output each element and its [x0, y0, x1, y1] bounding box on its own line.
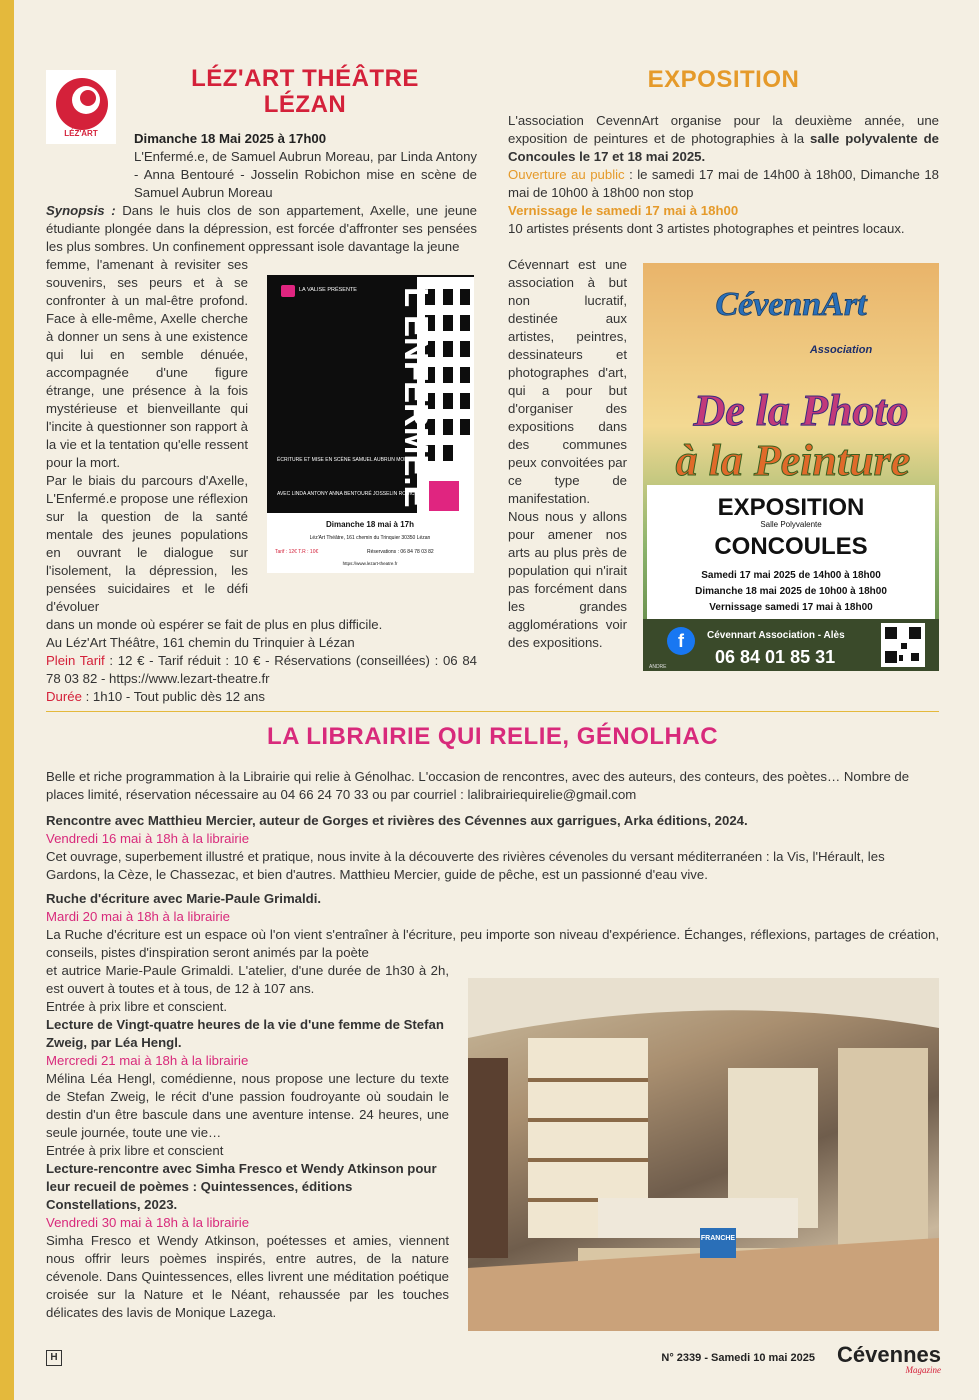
expo-vernissage: Vernissage le samedi 17 mai à 18h00: [508, 203, 739, 218]
section-divider: [46, 711, 939, 712]
expo-title: EXPOSITION: [647, 66, 800, 93]
event2-text-cont: et autrice Marie-Paule Grimaldi. L'atelier, d'une durée de 1h30 à 2h, est ouvert à toutes et à tous, de 12 à 107 ans.: [46, 963, 449, 996]
event1-title: Rencontre avec Matthieu Mercier, auteur de Gorges et rivières des Cévennes aux garrigues, Arka éditions, 2024.: [46, 813, 748, 828]
svg-text:De la Photo: De la Photo: [693, 386, 909, 435]
theatre-synopsis: Synopsis : Dans le huis clos de son appartement, Axelle, une jeune étudiante plongée dans la dépression, est forcée d'affronter ses pensées les plus sombres. Un confinement oppressant isole davantage la jeune: [46, 203, 477, 254]
event3-date: Mercredi 21 mai à 18h à la librairie: [46, 1053, 249, 1068]
poster-title: L'ENFERMÉ.E: [398, 287, 435, 508]
theatre-paragraph2-end: dans un monde où espérer se fait de plus en plus difficile.: [46, 617, 383, 632]
svg-text:EXPOSITION: EXPOSITION: [717, 494, 865, 521]
event3-text: Mélina Léa Hengl, comédienne, nous propose une lecture du texte de Stefan Zweig, le récit d'une passion foudroyante où soudain le destin d'un être bascule dans une aventure intense. 24 heures, une seule journée, toute une vie…: [46, 1071, 449, 1140]
theatre-synopsis-cont: femme, l'amenant à revisiter ses souvenirs, ses peurs et à se confronter à un mal-être profond. Face à elle-même, Axelle cherche à donner un sens à une existence qui lui en semble dénuée, accompagnée d'une figure étrange, une présence à la fois mystérieuse et bienveillante qui l'incite à questionner son rapport à la vie et la tentation qu'elle ressent pour la mort.: [46, 257, 248, 470]
event2-title: Ruche d'écriture avec Marie-Paule Grimaldi.: [46, 891, 322, 906]
librairie-title: LA LIBRAIRIE QUI RELIE, GÉNOLHAC: [266, 723, 719, 750]
event3-title: Lecture de Vingt-quatre heures de la vie d'une femme de Stefan Zweig, par Léa Hengl.: [46, 1017, 444, 1050]
section-marker: H: [46, 1350, 62, 1366]
svg-text:Dimanche 18 mai 2025 de 10h00: Dimanche 18 mai 2025 de 10h00 à 18h00: [695, 586, 887, 597]
svg-text:Association: Association: [809, 344, 873, 356]
svg-text:FRANCHE: FRANCHE: [700, 1235, 736, 1242]
theatre-paragraph2: Par le biais du parcours d'Axelle, L'Enfermé.e propose une réflexion sur la question de la santé mentale des jeunes populations en ouvrant le dialogue sur l'isolement, la dépression, les pensées suicidaires et le défi d'évoluer: [46, 473, 248, 614]
librairie-intro: Belle et riche programmation à la Librairie qui relie à Génolhac. L'occasion de rencontres, avec des auteurs, des conteurs, des poètes… Nombre de places limité, réservation nécessaire au 04 66 24 70 33 ou par courriel : lalibrairiequirelie@gmail.com: [46, 769, 910, 802]
svg-text:AVEC LINDA ANTONY ANNA BENTOUR: AVEC LINDA ANTONY ANNA BENTOURÉ JOSSELIN ROBICHON: [277, 491, 426, 497]
expo-opening: Ouverture au public : le samedi 17 mai de 14h00 à 18h00, Dimanche 18 mai de 10h00 à 18h00 non stop: [508, 167, 939, 200]
logo-text: LÉZ'ART: [64, 129, 98, 138]
expo-intro: L'association CevennArt organise pour la deuxième année, une exposition de peintures et de photographies à la salle polyvalente de Concoules le 17 et 18 mai 2025.: [508, 113, 940, 164]
svg-text:ANDRE: ANDRE: [649, 664, 667, 670]
page-edge-band: [0, 0, 14, 1400]
svg-text:Tarif : 12€ T.R : 10€: Tarif : 12€ T.R : 10€: [275, 549, 319, 555]
expo-artists: 10 artistes présents dont 3 artistes photographes et peintres locaux.: [508, 221, 905, 236]
theatre-date: Dimanche 18 Mai 2025 à 17h00: [134, 131, 327, 146]
event2-entry: Entrée à prix libre et conscient.: [46, 999, 228, 1014]
bookshop-photo: [468, 978, 939, 1331]
event1-text: Cet ouvrage, superbement illustré et pratique, nous invite à la découverte des rivières cévenoles du versant méditerranéen : la Vis, l'Hérault, les Gardons, la Cèze, le Chassezac, et bien d'autres. Matthieu Mercier, guide de pêche, est un passionné d'eau vive.: [46, 849, 885, 882]
svg-text:à la Peinture: à la Peinture: [675, 436, 911, 485]
expo-about: Cévennart est une association à but non lucratif, destinée aux artistes, peintres, dessinateurs et photographes d'art, qui a pour but d'organiser des expositions dans des communes peux convoitées par ce type de manifestation.: [508, 257, 627, 506]
issue-number: N° 2339 - Samedi 10 mai 2025: [661, 1352, 815, 1364]
enferme-poster: [267, 275, 474, 573]
svg-text:f: f: [678, 631, 684, 651]
svg-text:https://www.lezart-theatre.fr: https://www.lezart-theatre.fr: [342, 561, 398, 566]
event2-date: Mardi 20 mai à 18h à la librairie: [46, 909, 230, 924]
brand-sub: Magazine: [905, 1365, 941, 1375]
svg-text:Salle Polyvalente: Salle Polyvalente: [760, 520, 822, 529]
expo-about2: Nous nous y allons pour amener nos arts au plus près de population qui n'irait pas forcément dans les grandes agglomérations voir des expositions.: [508, 509, 627, 650]
svg-text:Léz'Art Théâtre, 161 chemin du: Léz'Art Théâtre, 161 chemin du Trinquier 30350 Lézan: [309, 535, 431, 541]
event4-date: Vendredi 30 mai à 18h à la librairie: [46, 1215, 250, 1230]
theatre-price: Plein Tarif : 12 € - Tarif réduit : 10 € - Réservations (conseillées) : 06 84 78 03 82 - https://www.lezart-theatre.fr: [46, 653, 477, 686]
event4-text: Simha Fresco et Wendy Atkinson, poétesses et amies, viennent nous offrir leurs poèmes inspirés, entre autres, de la nature cévenole. Dans Quintessences, elles livrent une méditation poétique croisée sur la Nature et le Néant, rehaussée par les touches délicates des lavis de Monique Lazega.: [46, 1233, 449, 1320]
theatre-address: Au Léz'Art Théâtre, 161 chemin du Trinquier à Lézan: [46, 635, 355, 650]
cevennart-poster: [643, 263, 939, 671]
event3-entry: Entrée à prix libre et conscient: [46, 1143, 224, 1158]
brand-logo: [826, 1343, 941, 1375]
svg-text:Vernissage samedi 17 mai à 18h: Vernissage samedi 17 mai à 18h00: [709, 602, 873, 613]
svg-text:Dimanche 18 mai à 17h: Dimanche 18 mai à 17h: [325, 520, 415, 529]
svg-text:ÉCRITURE ET MISE EN SCÈNE SAMU: ÉCRITURE ET MISE EN SCÈNE SAMUEL AUBRUN MOREAU: [277, 457, 419, 463]
poster-brand: CévennArt: [715, 286, 867, 323]
svg-text:Cévennart Association - Alès: Cévennart Association - Alès: [707, 630, 845, 641]
svg-text:LA VALISE PRÉSENTE: LA VALISE PRÉSENTE: [299, 287, 357, 293]
event4-title: Lecture-rencontre avec Simha Fresco et Wendy Atkinson pour leur recueil de poèmes : Quintessences, éditions Constellations, 2023.: [46, 1161, 437, 1212]
event2-text: La Ruche d'écriture est un espace où l'on vient s'entraîner à l'écriture, peu importe son niveau d'expérience. Échanges, réflexions, partages de création, conseils, pistes d'inspiration seront animés par la poète: [46, 927, 939, 960]
brand-name: Cévennes: [837, 1342, 941, 1367]
theatre-title: LÉZ'ART THÉÂTRE LÉZAN: [191, 65, 419, 118]
theatre-credits: L'Enfermé.e, de Samuel Aubrun Moreau, par Linda Antony - Anna Bentouré - Josselin Robichon mise en scène de Samuel Aubrun Moreau: [134, 149, 477, 200]
svg-text:CONCOULES: CONCOULES: [714, 533, 868, 560]
svg-text:Samedi 17 mai 2025 de 14h00 à: Samedi 17 mai 2025 de 14h00 à 18h00: [701, 570, 881, 581]
event1-date: Vendredi 16 mai à 18h à la librairie: [46, 831, 250, 846]
svg-text:Réservations : 06 84 78 03 82: Réservations : 06 84 78 03 82: [367, 549, 434, 555]
svg-text:06 84 01 85 31: 06 84 01 85 31: [715, 647, 836, 667]
theatre-duration: Durée : 1h10 - Tout public dès 12 ans: [46, 689, 265, 704]
